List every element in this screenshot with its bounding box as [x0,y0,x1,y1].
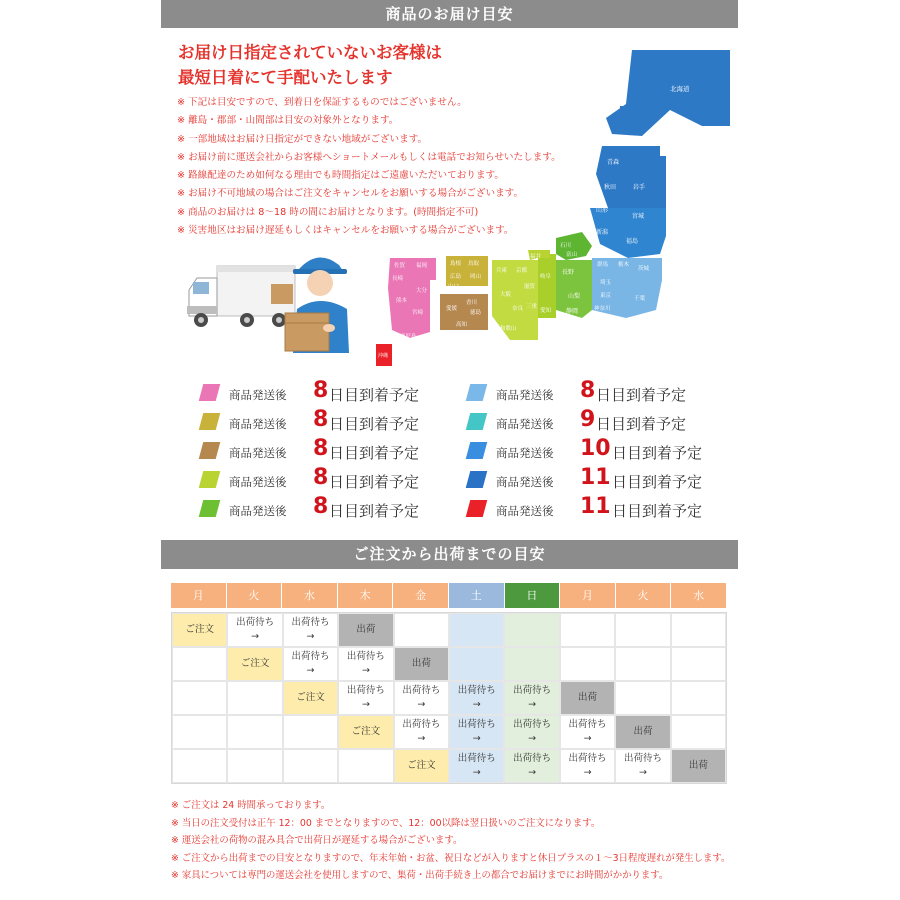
day-header: 土 [449,583,505,608]
ship-cell [560,681,615,715]
map-label-ishikawa: 石川 [560,243,572,249]
map-label-gunma: 群馬 [597,262,609,268]
legend-row [468,407,728,436]
ship-cell [394,647,449,681]
legend-row [468,436,728,465]
legend-suffix: 日目到着予定 [596,415,687,433]
legend-swatch [466,413,488,430]
day-header: 水 [282,583,338,608]
legend-suffix: 日目到着予定 [596,386,687,404]
legend-swatch [466,442,488,459]
map-label-tokyo: 東京 [600,293,612,299]
map-label-tottori: 鳥取 [468,261,480,267]
legend-label: 商品発送後 [496,417,554,431]
waiting-arrow: → [251,631,260,642]
footnote-item: ※ 当日の注文受付は正午 12：00 までとなりますので、12：00以降は翌日扱いのご注文になります。 [171,817,601,829]
schedule-cell [671,715,726,749]
day-header: 月 [171,583,227,608]
map-label-fukushima: 福島 [626,238,639,245]
legend-days: 9 [580,407,596,432]
ship-label: 出荷 [688,760,708,771]
order-label: ご注文 [296,692,325,703]
delivery-worker-illustration [283,253,358,358]
legend-left [201,378,461,523]
shipping-schedule-table [171,583,727,784]
waiting-cell [449,715,504,749]
order-cell [283,681,338,715]
legend-row [201,436,461,465]
waiting-arrow: → [472,699,481,710]
schedule-footnotes [171,797,730,885]
map-label-yamanashi: 山梨 [568,293,581,300]
waiting-arrow: → [472,733,481,744]
schedule-cell [172,647,227,681]
legend-row [201,465,461,494]
legend-label: 商品発送後 [496,475,554,489]
schedule-cell [615,647,670,681]
map-label-chiba: 千葉 [634,296,646,302]
footnote-item: ※ 運送会社の荷物の混み具合で出荷日が遅延する場合がございます。 [171,835,463,846]
schedule-cell [671,613,726,647]
map-label-tochigi: 栃木 [618,262,630,268]
waiting-arrow: → [417,699,426,710]
footnote-item: ※ 家具については専門の運送会社を使用しますので、集荷・出荷手続き上の都合でお届けまでにお時間がかかります。 [171,870,669,881]
legend-suffix: 日目到着予定 [329,444,420,462]
waiting-label: 出荷待ち [457,685,496,696]
day-header: 木 [338,583,394,608]
map-label-kanagawa: 神奈川 [594,306,611,312]
legend-suffix: 日目到着予定 [612,444,703,462]
schedule-cell [172,681,227,715]
schedule-row [172,647,726,681]
legend-swatch [466,384,488,401]
legend-swatch [199,384,221,401]
legend-suffix: 日目到着予定 [329,502,420,520]
waiting-arrow: → [528,733,537,744]
legend-label: 商品発送後 [229,504,287,518]
legend-label: 商品発送後 [229,475,287,489]
order-label: ご注文 [240,658,270,669]
legend-suffix: 日目到着予定 [612,502,703,520]
waiting-cell [394,681,449,715]
waiting-arrow: → [583,733,592,744]
waiting-cell [449,749,504,783]
legend-label: 商品発送後 [496,388,554,402]
schedule-row [172,749,726,783]
schedule-cell [560,613,615,647]
day-header: 火 [616,583,672,608]
schedule-cell [449,647,504,681]
map-label-saitama: 埼玉 [600,280,612,286]
day-header: 日 [505,583,561,608]
note-item: ※ お届け不可地域の場合はご注文をキャンセルをお願いする場合がございます。 [177,188,524,200]
map-label-mie: 三重 [526,304,538,310]
legend-swatch [199,500,221,517]
schedule-cell [671,647,726,681]
waiting-cell [283,613,338,647]
order-to-shipping-header: ご注文から出荷までの目安 [161,540,738,569]
map-label-saga: 佐賀 [394,263,406,269]
waiting-label: 出荷待ち [402,719,441,730]
legend-days: 11 [580,465,611,490]
waiting-arrow: → [472,767,481,778]
schedule-cell [338,749,393,783]
waiting-cell [449,681,504,715]
map-label-shimane: 島根 [450,261,462,267]
legend-swatch [466,471,488,488]
waiting-arrow: → [528,767,537,778]
map-label-kochi: 高知 [456,322,468,328]
note-item: ※ 下記は目安ですので、到着日を保証するものではございません。 [177,97,467,108]
ship-cell [671,749,726,783]
map-label-oita: 大分 [416,288,428,294]
order-label: ご注文 [185,624,214,635]
ship-label: 出荷 [356,624,376,635]
map-label-niigata: 新潟 [596,229,609,236]
map-label-ehime: 愛媛 [446,306,458,312]
waiting-label: 出荷待ち [513,753,552,764]
map-label-okinawa: 沖縄 [378,353,389,359]
legend-swatch [466,500,488,517]
legend-label: 商品発送後 [229,417,287,431]
schedule-header-row [171,583,727,608]
schedule-cell [394,613,449,647]
waiting-cell [504,715,559,749]
schedule-cell [449,613,504,647]
waiting-cell [560,715,615,749]
waiting-cell [504,681,559,715]
schedule-cell [172,715,227,749]
map-label-hyogo: 兵庫 [496,268,508,274]
waiting-label: 出荷待ち [402,685,441,696]
waiting-label: 出荷待ち [623,753,662,764]
schedule-cell [504,613,559,647]
legend-row [468,465,728,494]
map-label-kagawa: 香川 [466,300,478,306]
legend-row [468,494,728,523]
map-label-gifu: 岐阜 [540,274,552,280]
legend-swatch [199,471,221,488]
legend-suffix: 日目到着予定 [612,473,703,491]
legend-row [201,378,461,407]
waiting-label: 出荷待ち [513,685,552,696]
waiting-cell [283,647,338,681]
day-header: 火 [227,583,283,608]
map-label-miyazaki: 宮崎 [412,310,424,316]
ship-cell [338,613,393,647]
headline-line-2: 最短日着にて手配いたします [178,68,393,87]
legend-days: 8 [313,407,329,432]
legend-label: 商品発送後 [229,446,287,460]
map-label-kyoto: 京都 [516,268,528,274]
footnote-item: ※ ご注文は 24 時間承っております。 [171,800,331,811]
day-header: 月 [560,583,616,608]
map-label-kagoshima: 鹿児島 [400,334,417,340]
waiting-cell [615,749,670,783]
waiting-arrow: → [417,733,426,744]
waiting-arrow: → [583,767,592,778]
map-label-hiroshima: 広島 [450,274,462,280]
schedule-row [172,681,726,715]
delivery-estimate-header: 商品のお届け目安 [161,0,738,28]
map-label-aichi: 愛知 [540,308,552,314]
map-label-tokushima: 徳島 [470,310,482,316]
waiting-label: 出荷待ち [236,617,275,628]
schedule-cell [504,647,559,681]
legend-row [201,494,461,523]
schedule-cell [671,681,726,715]
waiting-label: 出荷待ち [568,719,607,730]
waiting-label: 出荷待ち [346,685,385,696]
ship-label: 出荷 [633,726,653,737]
map-label-hokkaido: 北海道 [670,85,690,93]
order-cell [227,647,282,681]
schedule-cell [172,749,227,783]
map-label-yamagata: 山形 [596,207,609,214]
map-label-nara: 奈良 [512,306,524,312]
legend-days: 8 [313,378,329,403]
map-label-akita: 秋田 [604,184,617,191]
map-label-kumamoto: 熊本 [396,298,408,304]
waiting-label: 出荷待ち [457,753,496,764]
waiting-label: 出荷待ち [291,651,330,662]
waiting-label: 出荷待ち [568,753,607,764]
waiting-label: 出荷待ち [513,719,552,730]
legend-suffix: 日目到着予定 [329,386,420,404]
legend-days: 8 [580,378,596,403]
map-label-wakayama: 和歌山 [500,326,517,332]
legend-right [468,378,728,523]
waiting-arrow: → [306,631,315,642]
map-label-okayama: 岡山 [470,274,482,280]
waiting-arrow: → [361,699,370,710]
legend-days: 11 [580,494,611,519]
map-label-osaka: 大阪 [500,292,512,298]
waiting-label: 出荷待ち [457,719,496,730]
map-label-nagano: 長野 [562,269,575,276]
waiting-cell [227,613,282,647]
schedule-row [172,613,726,647]
legend-suffix: 日目到着予定 [329,415,420,433]
map-label-ibaraki: 茨城 [638,266,650,272]
schedule-cell [560,647,615,681]
order-cell [338,715,393,749]
headline-line-1: お届け日指定されていないお客様は [178,43,442,62]
legend-swatch [199,442,221,459]
legend-swatch [199,413,221,430]
ship-label: 出荷 [578,692,598,703]
legend-days: 10 [580,436,611,461]
schedule-cell [283,749,338,783]
schedule-cell [615,681,670,715]
waiting-label: 出荷待ち [291,617,330,628]
schedule-cell [615,613,670,647]
map-label-fukuoka: 福岡 [416,263,428,269]
ship-cell [615,715,670,749]
waiting-arrow: → [638,767,647,778]
legend-row [201,407,461,436]
schedule-cell [227,715,282,749]
schedule-grid [171,612,727,784]
note-item: ※ 路線配達のため如何なる理由でも時間指定はご遠慮いただいております。 [177,170,504,182]
order-cell [394,749,449,783]
order-cell [172,613,227,647]
schedule-cell [283,715,338,749]
waiting-arrow: → [528,699,537,710]
legend-label: 商品発送後 [496,504,554,518]
schedule-row [172,715,726,749]
map-label-miyagi: 宮城 [632,213,645,220]
waiting-cell [394,715,449,749]
schedule-cell [227,749,282,783]
legend-days: 8 [313,465,329,490]
map-label-yamaguchi: 山口 [448,284,460,290]
footnote-item: ※ ご注文から出荷までの目安となりますので、年末年始・お盆、祝日などが入りますと休日プラスの１～3日程度遅れが発生します。 [171,852,731,864]
map-label-toyama: 富山 [566,252,578,258]
map-label-nagasaki: 長崎 [392,276,404,282]
legend-days: 8 [313,436,329,461]
map-label-iwate: 岩手 [633,184,646,191]
waiting-arrow: → [361,665,370,676]
waiting-cell [504,749,559,783]
waiting-cell [338,647,393,681]
waiting-arrow: → [306,665,315,676]
map-label-shizuoka: 静岡 [566,308,579,315]
note-item: ※ 災害地区はお届け遅延もしくはキャンセルをお願いする場合がございます。 [177,225,514,237]
map-label-fukui: 福井 [530,254,542,260]
order-label: ご注文 [407,760,436,771]
legend-days: 8 [313,494,329,519]
note-item: ※ 離島・郡部・山間部は目安の対象外となります。 [177,115,399,127]
note-item: ※ お届け前に運送会社からお客様へショートメールもしくは電話でお知らせいたします。 [177,151,561,163]
legend-label: 商品発送後 [229,388,287,402]
order-label: ご注文 [351,726,381,737]
japan-delivery-map [370,48,735,368]
schedule-cell [227,681,282,715]
legend-row [468,378,728,407]
map-label-aomori: 青森 [607,159,620,166]
map-label-shiga: 滋賀 [524,284,536,290]
day-header: 水 [671,583,727,608]
ship-label: 出荷 [411,658,431,669]
waiting-cell [338,681,393,715]
day-header: 金 [393,583,449,608]
note-item: ※ 一部地域はお届け日指定ができない地域がございます。 [177,133,428,145]
waiting-cell [560,749,615,783]
legend-label: 商品発送後 [496,446,554,460]
truck-illustration [187,262,297,332]
legend-suffix: 日目到着予定 [329,473,420,491]
waiting-label: 出荷待ち [346,651,385,662]
note-item: ※ 商品のお届けは 8～18 時の間にお届けとなります。(時間指定不可) [177,206,479,218]
